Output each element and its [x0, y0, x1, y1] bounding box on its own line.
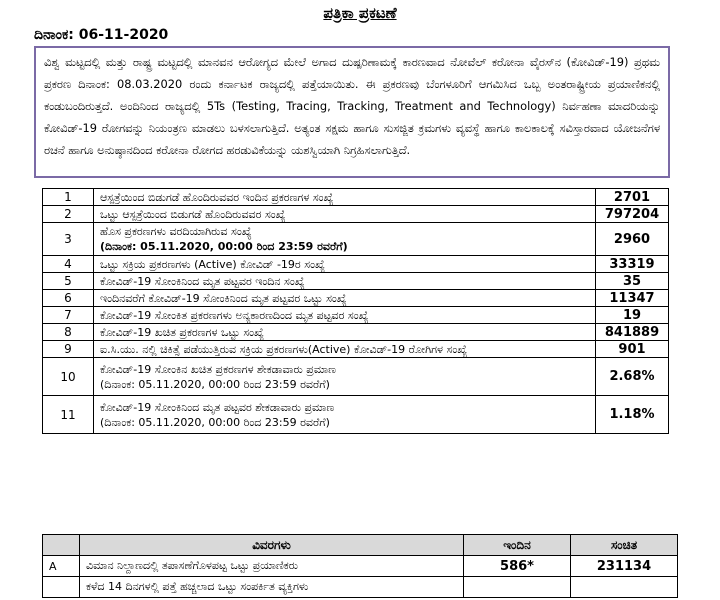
row-number: 6	[43, 290, 94, 307]
row-description	[94, 206, 596, 223]
row-description-text: ಕೋವಿಡ್-19 ಖಚಿತ ಪ್ರಕರಣಗಳ ಒಟ್ಟು ಸಂಖ್ಯೆ	[100, 325, 264, 339]
intro-paragraph: ವಿಶ್ವ ಮಟ್ಟದಲ್ಲಿ ಮತ್ತು ರಾಷ್ಟ್ರ ಮಟ್ಟದಲ್ಲಿ ಮಾನವನ ಆರೋಗ್ಯದ ಮೇಲೆ ಅಗಾದ ದುಷ್ಪರಿಣಾಮಕ್ಕೆ ಕಾರಣವಾದ ನೋವೆಲ್ ಕರೋನಾ ವೈರಸ್‌ನ (ಕೋವಿಡ್-19) ಪ್ರಥಮ ಪ್ರಕರಣ ದಿನಾಂಕ: 08.03.2020 ರಂದು ಕರ್ನಾಟಕ ರಾಜ್ಯದಲ್ಲಿ ಪತ್ತೆಯಾಯಿತು. ಈ ಪ್ರಕರಣವು ಬೆಂಗಳೂರಿಗೆ ಆಗಮಿಸಿದ ಒಬ್ಬ ಅಂತರಾಷ್ಟ್ರೀಯ ಪ್ರಯಾಣಿಕನಲ್ಲಿ ಕಂಡುಬಂದಿರುತ್ತದೆ. ಅಂದಿನಿಂದ ರಾಜ್ಯದಲ್ಲಿ 5Ts (Testing, Tracing, Tracking, Treatment and Technology) ನಿರ್ವಹಣಾ ಮಾದರಿಯನ್ನು ಕೋವಿಡ್-19 ರೋಗವನ್ನು ನಿಯಂತ್ರಣ ಮಾಡಲು ಬಳಸಲಾಗುತ್ತಿದೆ. ಅತ್ಯಂತ ಸಕ್ಷಮ ಹಾಗೂ ಸುಸಜ್ಜಿತ ಕ್ರಮಗಳು ವ್ಯವಸ್ಥೆ ಹಾಗೂ ಕಾಲಕಾಲಕ್ಕೆ ಸವಿಸ್ತಾರವಾದ ಯೋಜನೆಗಳ ರಚನೆ ಹಾಗೂ ಅನುಷ್ಠಾನದಿಂದ ಕರೋನಾ ರೋಗದ ಹರಡುವಿಕೆಯನ್ನು ಯಶಸ್ವಿಯಾಗಿ ನಿಗ್ರಹಿಸಲಾಗುತ್ತಿದೆ.	[34, 46, 670, 178]
row-description-text: ಒಟ್ಟು ಸಕ್ರಿಯ ಪ್ರಕರಣಗಳು (Active) ಕೋವಿಡ್ -19ರ ಸಂಖ್ಯೆ	[100, 257, 325, 271]
row-description-text: ಕೋವಿಡ್-19 ಸೋಂಕಿನಿಂದ ಮೃತ ಪಟ್ಟವರ ಶೇಕಡಾವಾರು ಪ್ರಮಾಣ	[100, 400, 335, 414]
row-description	[94, 273, 596, 290]
header-today: ಇಂದಿನ	[464, 535, 571, 556]
row-value: 11347	[596, 290, 669, 307]
row-number: 9	[43, 341, 94, 358]
row-id	[43, 577, 80, 598]
press-date: ದಿನಾಂಕ: 06-11-2020	[34, 27, 169, 43]
row-value: 797204	[596, 206, 669, 223]
row-value: 35	[596, 273, 669, 290]
row-description	[94, 324, 596, 341]
row-id: A	[43, 556, 80, 577]
row-description-text: ಆಸ್ಪತ್ರೆಯಿಂದ ಬಿಡುಗಡೆ ಹೊಂದಿರುವವರ ಇಂದಿನ ಪ್ರಕರಣಗಳ ಸಂಖ್ಯೆ	[100, 190, 334, 204]
stats-row	[43, 256, 669, 273]
stats-row	[43, 223, 669, 256]
stats-row	[43, 341, 669, 358]
header-cumulative: ಸಂಚಿತ	[571, 535, 678, 556]
row-number: 5	[43, 273, 94, 290]
stats-row	[43, 290, 669, 307]
row-description-text: ಐ.ಸಿ.ಯು. ನಲ್ಲಿ ಚಿಕಿತ್ಸೆ ಪಡೆಯುತ್ತಿರುವ ಸಕ್ರಿಯ ಪ್ರಕರಣಗಳು(Active) ಕೋವಿಡ್-19 ರೋಗಿಗಳ ಸಂಖ್ಯೆ	[100, 342, 468, 356]
row-desc: ಕಳೆದ 14 ದಿನಗಳಲ್ಲಿ ಪತ್ತೆ ಹಚ್ಚಲಾದ ಒಟ್ಟು ಸಂಪರ್ಕಿತ ವ್ಯಕ್ತಿಗಳು	[80, 577, 464, 598]
header-cell	[43, 535, 80, 556]
table-row	[43, 577, 678, 598]
stats-row	[43, 273, 669, 290]
row-number: 4	[43, 256, 94, 273]
row-description-text: ಕೋವಿಡ್-19 ಸೋಂಕಿನ ಖಚಿತ ಪ್ರಕರಣಗಳ ಶೇಕಡಾವಾರು ಪ್ರಮಾಣ	[100, 362, 336, 376]
row-number: 8	[43, 324, 94, 341]
stats-row	[43, 307, 669, 324]
row-value: 901	[596, 341, 669, 358]
stats-row	[43, 324, 669, 341]
row-value: 19	[596, 307, 669, 324]
row-cumulative	[571, 577, 678, 598]
row-description	[94, 256, 596, 273]
row-number: 11	[43, 396, 94, 434]
row-value: 2960	[596, 223, 669, 256]
row-description-text: ಹೊಸ ಪ್ರಕರಣಗಳು ವರದಿಯಾಗಿರುವ ಸಂಖ್ಯೆ	[100, 225, 252, 238]
row-description	[94, 223, 596, 256]
row-number: 7	[43, 307, 94, 324]
row-number: 3	[43, 223, 94, 256]
row-description	[94, 189, 596, 206]
row-date-range: (ದಿನಾಂಕ: 05.11.2020, 00:00 ರಿಂದ 23:59 ರವರೆಗೆ)	[100, 240, 348, 253]
row-cumulative: 231134	[571, 556, 678, 577]
row-value: 33319	[596, 256, 669, 273]
row-description	[94, 358, 596, 396]
row-number: 10	[43, 358, 94, 396]
row-value: 1.18%	[596, 396, 669, 434]
row-description-text: ಒಟ್ಟು ಆಸ್ಪತ್ರೆಯಿಂದ ಬಿಡುಗಡೆ ಹೊಂದಿರುವವರ ಸಂಖ್ಯೆ	[100, 207, 286, 221]
stats-table	[42, 188, 669, 434]
row-today: 586*	[464, 556, 571, 577]
header-details: ವಿವರಗಳು	[80, 535, 464, 556]
row-value: 841889	[596, 324, 669, 341]
row-description-text: ಕೋವಿಡ್-19 ಸೋಂಕಿತ ಪ್ರಕರಣಗಳು ಅನ್ಯಕಾರಣದಿಂದ ಮೃತ ಪಟ್ಟವರ ಸಂಖ್ಯೆ	[100, 308, 369, 322]
row-description-text: ಇಂದಿನವರೆಗೆ ಕೋವಿಡ್-19 ಸೋಂಕಿನಿಂದ ಮೃತ ಪಟ್ಟವರ ಒಟ್ಟು ಸಂಖ್ಯೆ	[100, 291, 347, 305]
table-row	[43, 556, 678, 577]
row-description-text: ಕೋವಿಡ್-19 ಸೋಂಕಿನಿಂದ ಮೃತ ಪಟ್ಟವರ ಇಂದಿನ ಸಂಖ್ಯೆ	[100, 274, 305, 288]
row-date-range: (ದಿನಾಂಕ: 05.11.2020, 00:00 ರಿಂದ 23:59 ರವರೆಗೆ)	[100, 415, 330, 429]
row-desc: ವಿಮಾನ ನಿಲ್ದಾಣದಲ್ಲಿ ತಪಾಸಣೆಗೊಳಪಟ್ಟ ಒಟ್ಟು ಪ್ರಯಾಣಿಕರು	[80, 556, 464, 577]
row-today	[464, 577, 571, 598]
stats-row	[43, 396, 669, 434]
stats-row	[43, 358, 669, 396]
summary-table	[42, 534, 678, 598]
row-date-range: (ದಿನಾಂಕ: 05.11.2020, 00:00 ರಿಂದ 23:59 ರವರೆಗೆ)	[100, 377, 330, 391]
table-header-row	[43, 535, 678, 556]
row-description	[94, 290, 596, 307]
row-number: 1	[43, 189, 94, 206]
stats-row	[43, 189, 669, 206]
page-title: ಪತ್ರಿಕಾ ಪ್ರಕಟಣೆ	[323, 4, 397, 22]
stats-row	[43, 206, 669, 223]
row-description	[94, 307, 596, 324]
row-value: 2701	[596, 189, 669, 206]
row-description	[94, 396, 596, 434]
row-value: 2.68%	[596, 358, 669, 396]
row-description	[94, 341, 596, 358]
row-number: 2	[43, 206, 94, 223]
